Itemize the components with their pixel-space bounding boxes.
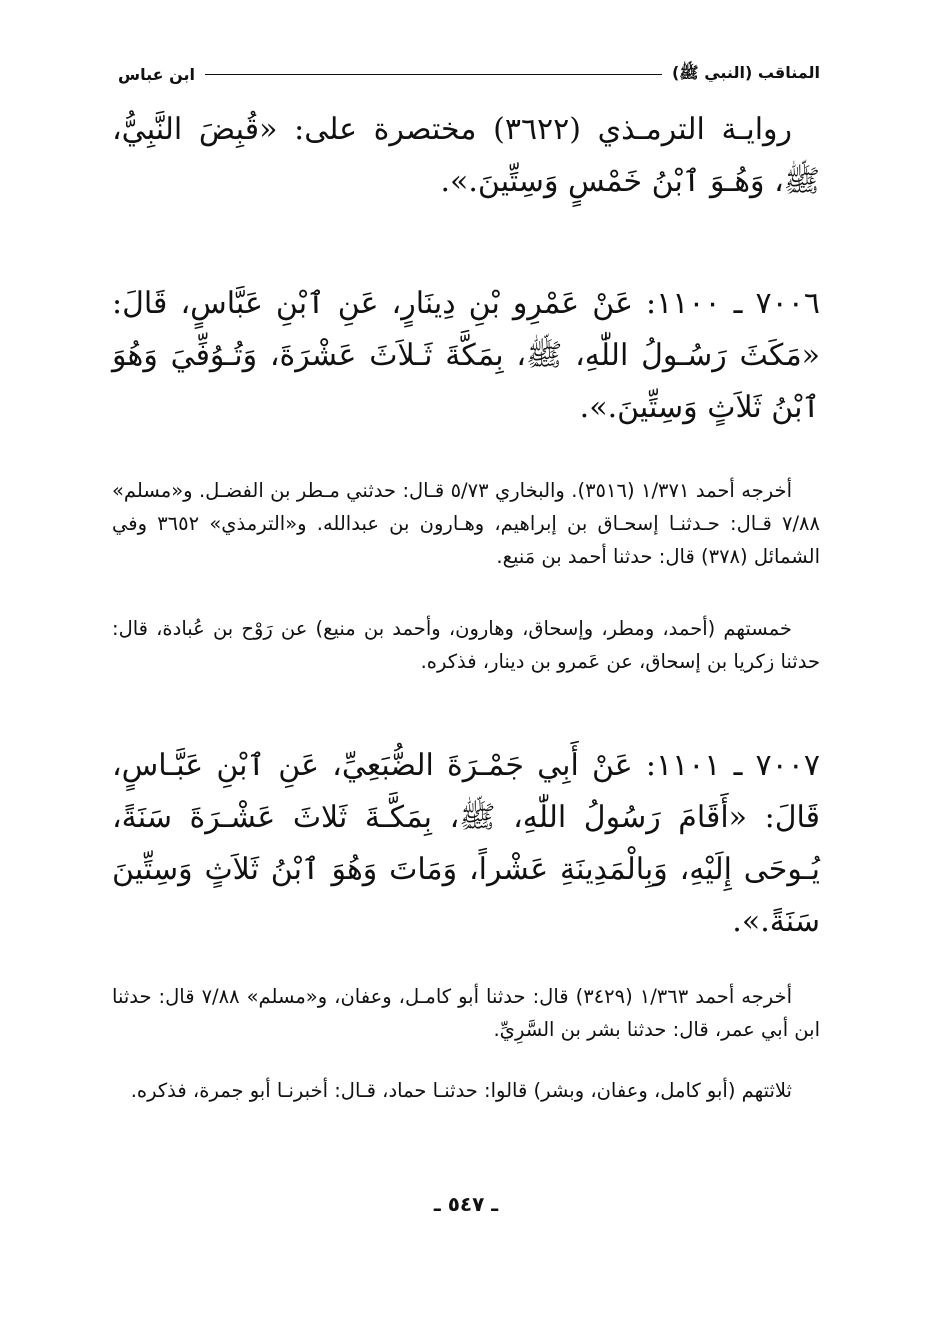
running-head-rule [205,74,662,75]
intro-paragraph: روايـة الترمـذي (٣٦٢٢) مختصرة على: «قُبِضَ النَّبِيُّ، ﷺ، وَهُـوَ ٱبْنُ خَمْسٍ وَسِتِّينَ.». [112,112,820,199]
takhrij-7007-chain: ثلاثتهم (أبو كامل، وعفان، وبشر) قالوا: حدثنـا حماد، قـال: أخبرنـا أبو جمرة، فذكره. [130,1079,792,1102]
page-number: ـ ٥٤٧ ـ [433,1192,499,1216]
hadith-7006: ٧٠٠٦ ـ ١١٠٠: عَنْ عَمْرِو بْنِ دِينَارٍ، عَنِ ٱبْنِ عَبَّاسٍ، قَالَ: «مَكَثَ رَسُـولُ اللّٰهِ، ﷺ، بِمَكَّةَ ثَـلاَثَ عَشْرَةَ، وَتُـوُفِّيَ وَهُوَ ٱبْنُ ثَلاَثٍ وَسِتِّينَ.». [112,286,820,425]
running-head-chapter: ابن عباس [118,64,196,84]
takhrij-7006-sources: أخرجه أحمد ١/٣٧١ (٣٥١٦). والبخاري ٥/٧٣ قـال: حدثني مـطر بن الفضـل. و«مسلم» ٧/٨٨ قـال: حـدثنـا إسحـاق بن إبراهيم، وهـارون بن عبدالله. و«الترمذي» ٣٦٥٢ وفي الشمائل (٣٧٨) قال: حدثنا أحمد بن مَنيع. [112,479,820,568]
takhrij-7007-sources: أخرجه أحمد ١/٣٦٣ (٣٤٢٩) قال: حدثنا أبو كامـل، وعفان، و«مسلم» ٧/٨٨ قال: حدثنا ابن أبي عمر، قال: حدثنا بشر بن السَّرِيِّ. [112,985,820,1041]
takhrij-7006-chain: خمستهم (أحمد، ومطر، وإسحاق، وهارون، وأحمد بن منيع) عن رَوْح بن عُبادة، قال: حدثنا زكريا بن إسحاق، عن عَمرو بن دينار، فذكره. [112,617,820,673]
running-head [118,60,820,88]
running-head-section: المناقب (النبي ﷺ) [671,62,820,82]
hadith-7007: ٧٠٠٧ ـ ١١٠١: عَنْ أَبِي جَمْـرَةَ الضُّبَعِيِّ، عَنِ ٱبْنِ عَبَّـاسٍ، قَالَ: «أَقَامَ رَسُولُ اللّٰهِ، ﷺ، بِمَكَّـةَ ثَلاثَ عَشْـرَةَ سَنَةً، يُـوحَى إِلَيْهِ، وَبِالْمَدِينَةِ عَشْراً، وَمَاتَ وَهُوَ ٱبْنُ ثَلاَثٍ وَسِتِّينَ سَنَةً.». [112,748,820,939]
